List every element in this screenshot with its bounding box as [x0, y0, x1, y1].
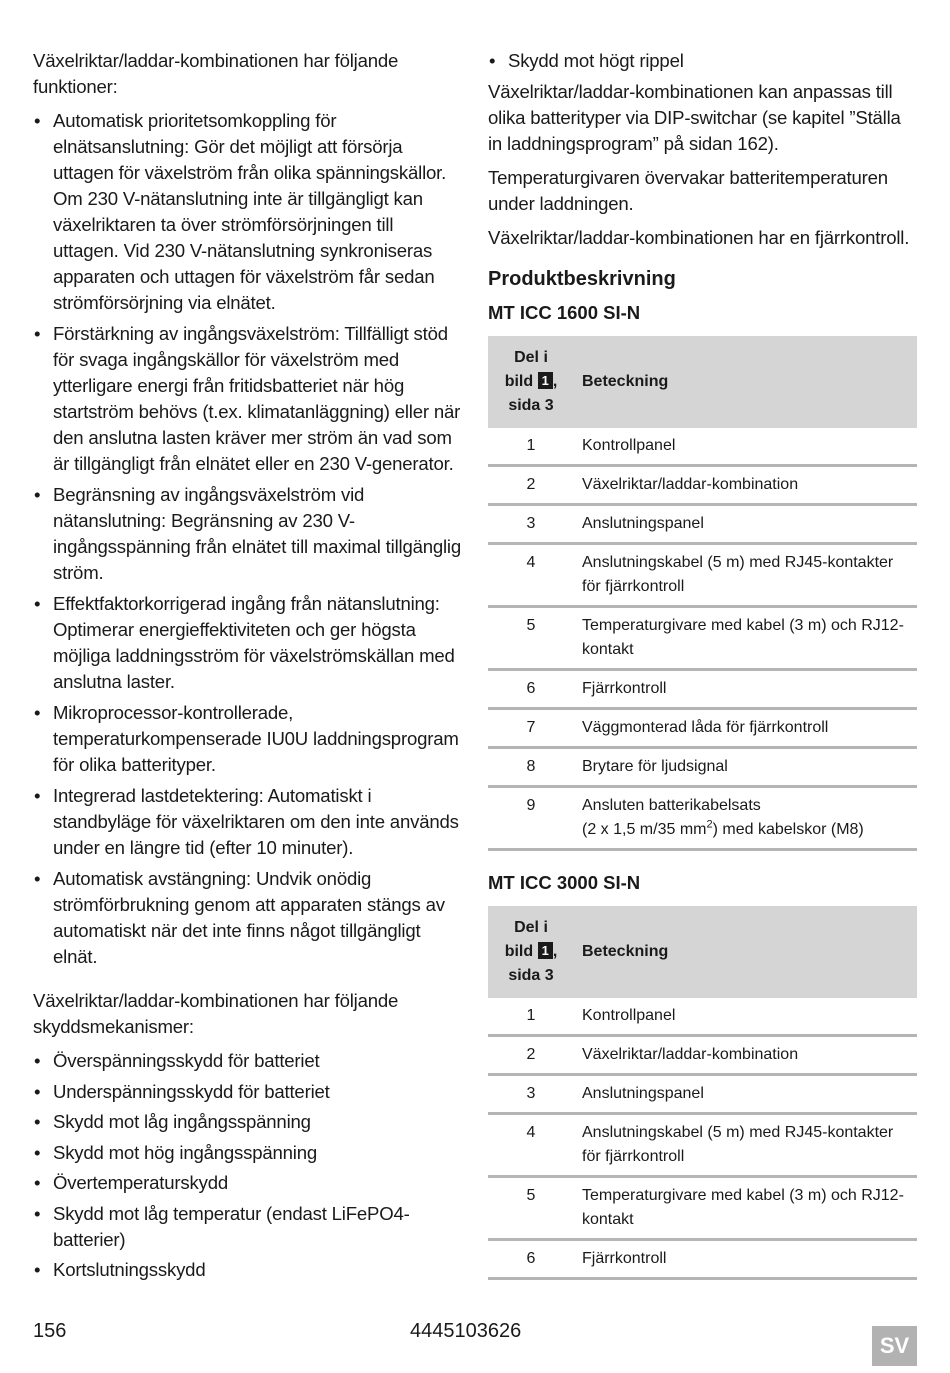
protection-intro: Växelriktar/laddar-kombinationen har följande skyddsmekanismer: [33, 990, 399, 1037]
table-row: 4 Anslutningskabel (5 m) med RJ45-kontakter för fjärrkontroll [488, 1114, 917, 1177]
table-row: 6 Fjärrkontroll [488, 670, 917, 709]
parts-table-3000 [488, 906, 917, 1280]
table-row: 4 Anslutningskabel (5 m) med RJ45-kontakter för fjärrkontroll [488, 544, 917, 607]
function-item: • Automatisk prioritetsomkoppling för elnätsanslutning: Gör det möjligt att försörja uttagen för växelström från olika spänningskällor. Om 230 V-nätanslutning inte är tillgängligt kan växelriktaren ta över strömförsörjningen till uttagen. Vid 230 V-nätanslutning synkroniseras apparaten och uttagen för växelström får sedan strömförsörjning via elnätet. [33, 108, 463, 316]
remote-paragraph: Växelriktar/laddar-kombinationen har en fjärrkontroll. [488, 227, 910, 248]
section-title: Produktbeskrivning [488, 268, 676, 290]
language-badge: SV [872, 1326, 917, 1366]
table-row: 7 Väggmonterad låda för fjärrkontroll [488, 709, 917, 748]
temperature-paragraph: Temperaturgivaren övervakar batteritemperaturen under laddningen. [488, 167, 888, 214]
functions-intro: Växelriktar/laddar-kombinationen har följande funktioner: [33, 50, 399, 97]
right-column [488, 48, 917, 1280]
left-column [33, 48, 463, 1293]
protection-item: • Överspänningsskydd för batteriet [33, 1048, 463, 1074]
table-header-row [488, 336, 917, 428]
table-row: 1 Kontrollpanel [488, 428, 917, 466]
table-row: 1 Kontrollpanel [488, 998, 917, 1036]
designation-header: Beteckning [574, 906, 917, 998]
table-row: 8 Brytare för ljudsignal [488, 748, 917, 787]
function-item: • Integrerad lastdetektering: Automatiskt i standbyläge för växelriktaren om den inte används under en längre tid (efter 10 minuter). [33, 783, 463, 861]
document-number: 4445103626 [410, 1320, 522, 1342]
protection-item: • Kortslutningsskydd [33, 1257, 463, 1283]
parts-table-1600 [488, 336, 917, 851]
table-row: 2 Växelriktar/laddar-kombination [488, 466, 917, 505]
function-item: • Effektfaktorkorrigerad ingång från nätanslutning: Optimerar energieffektiviteten och ger högsta möjliga laddningsström för växelströmskällan med anslutna laster. [33, 591, 463, 695]
figure-badge: 1 [538, 372, 553, 389]
figure-badge: 1 [538, 942, 553, 959]
protection-list [33, 1048, 463, 1283]
table-row: 3 Anslutningspanel [488, 1075, 917, 1114]
table-row: 5 Temperaturgivare med kabel (3 m) och RJ12-kontakt [488, 1177, 917, 1240]
protection-item: • Skydd mot högt rippel [488, 48, 917, 74]
protection-item: • Skydd mot låg ingångsspänning [33, 1109, 463, 1135]
protection-item: • Övertemperaturskydd [33, 1170, 463, 1196]
function-item: • Automatisk avstängning: Undvik onödig strömförbrukning genom att apparaten stängs av automatiskt när det inte finns något tillgängligt elnät. [33, 866, 463, 970]
table-row: 2 Växelriktar/laddar-kombination [488, 1036, 917, 1075]
table-row: 9 Ansluten batterikabelsats (2 x 1,5 m/35 $mm^2$) med kabelskor (M8) [488, 787, 917, 850]
protection-item: • Skydd mot hög ingångsspänning [33, 1140, 463, 1166]
table-row: 3 Anslutningspanel [488, 505, 917, 544]
dip-switch-paragraph: Växelriktar/laddar-kombinationen kan anpassas till olika batterityper via DIP-switchar (se kapitel ”Ställa in laddningsprogram” på sidan 162). [488, 81, 901, 154]
designation-header: Beteckning [574, 336, 917, 428]
function-item: • Förstärkning av ingångsväxelström: Tillfälligt stöd för svaga ingångskällor för växelström med ytterligare energi från fritidsbatteriet när hög startström behövs (t.ex. klimatanläggning) eller när den anslutna lasten kräver mer ström än vad som är tillgängligt från elnätet eller en 230 V-generator. [33, 321, 463, 477]
function-item: • Begränsning av ingångsväxelström vid nätanslutning: Begränsning av 230 V-ingångsspänning från elnätet till maximal tillgänglig ström. [33, 482, 463, 586]
functions-list [33, 108, 463, 970]
table1-title: MT ICC 1600 SI-N [488, 302, 641, 323]
table-header-row [488, 906, 917, 998]
protection-item: • Skydd mot låg temperatur (endast LiFePO4-batterier) [33, 1201, 463, 1253]
part-number-header: Del i bild 1 , sida 3 [488, 336, 574, 428]
function-item: • Mikroprocessor-kontrollerade, temperaturkompenserade IU0U laddningsprogram för olika batterityper. [33, 700, 463, 778]
protection-item: • Underspänningsskydd för batteriet [33, 1079, 463, 1105]
battery-cable-cell: Ansluten batterikabelsats (2 x 1,5 m/35 $mm^2$) med kabelskor (M8) [574, 787, 917, 850]
part-number-header: Del i bild 1 , sida 3 [488, 906, 574, 998]
table2-title: MT ICC 3000 SI-N [488, 872, 641, 893]
protection-list-continued [488, 48, 917, 74]
table-row: 5 Temperaturgivare med kabel (3 m) och RJ12-kontakt [488, 607, 917, 670]
page-number: 156 [33, 1320, 67, 1342]
table-row: 6 Fjärrkontroll [488, 1240, 917, 1279]
